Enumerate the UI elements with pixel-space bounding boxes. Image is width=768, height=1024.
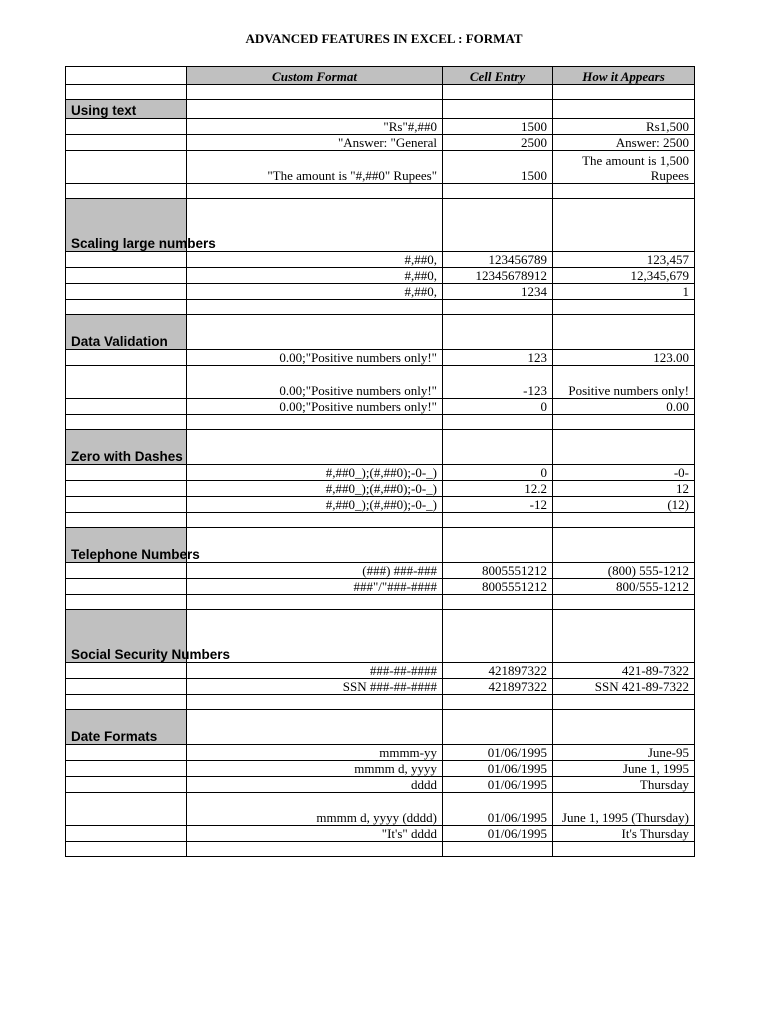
entry-cell[interactable]: 12.2 [443,481,553,497]
format-cell[interactable]: ###"/"###-#### [187,579,443,595]
entry-cell[interactable]: 123 [443,350,553,366]
header-blank-cell [66,67,187,85]
format-cell[interactable]: "The amount is "#,##0" Rupees" [187,151,443,184]
appears-cell[interactable]: 123,457 [553,252,695,268]
section-label-validation[interactable]: Data Validation [66,315,187,350]
appears-cell[interactable]: 1 [553,284,695,300]
table-row [66,268,695,284]
section-row-dashes [66,430,695,465]
appears-cell[interactable]: It's Thursday [553,826,695,842]
header-row [66,67,695,85]
table-row [66,252,695,268]
table-row [66,119,695,135]
section-label-dashes[interactable]: Zero with Dashes [66,430,187,465]
table-row [66,366,695,399]
table-row [66,563,695,579]
table-row [66,745,695,761]
format-cell[interactable]: SSN ###-##-#### [187,679,443,695]
spacer-row [66,595,695,610]
format-cell[interactable]: "Answer: "General [187,135,443,151]
table-row [66,761,695,777]
entry-cell[interactable]: 1500 [443,119,553,135]
entry-cell[interactable]: 421897322 [443,663,553,679]
table-row [66,151,695,184]
appears-cell[interactable]: SSN 421-89-7322 [553,679,695,695]
section-label-dates[interactable]: Date Formats [66,710,187,745]
table-row [66,793,695,826]
table-row [66,465,695,481]
format-cell[interactable]: mmmm d, yyyy [187,761,443,777]
spacer-row [66,513,695,528]
table-row [66,663,695,679]
appears-cell[interactable]: June 1, 1995 [553,761,695,777]
appears-cell[interactable]: June 1, 1995 (Thursday) [553,793,695,826]
format-cell[interactable]: #,##0, [187,284,443,300]
appears-cell[interactable]: 0.00 [553,399,695,415]
entry-cell[interactable]: 1500 [443,151,553,184]
entry-cell[interactable]: 123456789 [443,252,553,268]
table-row [66,826,695,842]
format-cell[interactable]: #,##0_);(#,##0);-0-_) [187,497,443,513]
entry-cell[interactable]: 01/06/1995 [443,761,553,777]
entry-cell[interactable]: 8005551212 [443,579,553,595]
appears-cell[interactable]: Thursday [553,777,695,793]
format-cell[interactable]: 0.00;"Positive numbers only!" [187,350,443,366]
spacer-row [66,85,695,100]
appears-cell[interactable]: (800) 555-1212 [553,563,695,579]
entry-cell[interactable]: 0 [443,399,553,415]
section-label-text[interactable]: Using text [66,100,187,119]
table-row [66,679,695,695]
header-cell-entry[interactable]: Cell Entry [443,67,553,85]
entry-cell[interactable]: 0 [443,465,553,481]
spacer-row [66,184,695,199]
section-label-telephone[interactable]: Telephone Numbers [66,528,187,563]
entry-cell[interactable]: -12 [443,497,553,513]
appears-cell[interactable]: The amount is 1,500 Rupees [553,151,695,184]
appears-cell[interactable]: June-95 [553,745,695,761]
spacer-row [66,415,695,430]
format-cell[interactable]: "It's" dddd [187,826,443,842]
appears-cell[interactable]: 12,345,679 [553,268,695,284]
entry-cell[interactable]: 01/06/1995 [443,745,553,761]
table-row [66,579,695,595]
appears-cell[interactable]: (12) [553,497,695,513]
appears-cell[interactable]: 123.00 [553,350,695,366]
entry-cell[interactable]: 01/06/1995 [443,793,553,826]
table-row [66,497,695,513]
entry-cell[interactable]: 2500 [443,135,553,151]
spacer-row [66,842,695,857]
appears-cell[interactable]: -0- [553,465,695,481]
format-cell[interactable]: 0.00;"Positive numbers only!" [187,399,443,415]
format-cell[interactable]: #,##0, [187,268,443,284]
format-cell[interactable]: #,##0_);(#,##0);-0-_) [187,481,443,497]
header-custom-format[interactable]: Custom Format [187,67,443,85]
appears-cell[interactable]: 421-89-7322 [553,663,695,679]
appears-cell[interactable]: Rs1,500 [553,119,695,135]
spacer-row [66,300,695,315]
section-label-scaling[interactable]: Scaling large numbers [66,199,187,252]
format-cell[interactable]: dddd [187,777,443,793]
format-table [65,66,695,857]
section-row-telephone [66,528,695,563]
table-row [66,399,695,415]
section-row-scaling [66,199,695,252]
header-how-it-appears[interactable]: How it Appears [553,67,695,85]
format-cell[interactable]: (###) ###-### [187,563,443,579]
format-cell[interactable]: 0.00;"Positive numbers only!" [187,366,443,399]
format-cell[interactable]: mmmm-yy [187,745,443,761]
format-cell[interactable]: "Rs"#,##0 [187,119,443,135]
table-row [66,135,695,151]
format-cell[interactable]: #,##0_);(#,##0);-0-_) [187,465,443,481]
spacer-row [66,695,695,710]
entry-cell[interactable]: 01/06/1995 [443,826,553,842]
section-row-dates [66,710,695,745]
entry-cell[interactable]: 01/06/1995 [443,777,553,793]
entry-cell[interactable]: 8005551212 [443,563,553,579]
entry-cell[interactable]: -123 [443,366,553,399]
table-row [66,284,695,300]
appears-cell[interactable]: Answer: 2500 [553,135,695,151]
entry-cell[interactable]: 421897322 [443,679,553,695]
table-row [66,777,695,793]
appears-cell[interactable]: 800/555-1212 [553,579,695,595]
appears-cell[interactable]: Positive numbers only! [553,366,695,399]
table-row [66,481,695,497]
section-row-ssn [66,610,695,663]
page-title: ADVANCED FEATURES IN EXCEL : FORMAT [245,31,523,46]
format-cell[interactable]: #,##0, [187,252,443,268]
section-row-text [66,100,695,119]
appears-cell[interactable]: 12 [553,481,695,497]
entry-cell[interactable]: 12345678912 [443,268,553,284]
section-label-ssn[interactable]: Social Security Numbers [66,610,187,663]
section-row-validation [66,315,695,350]
entry-cell[interactable]: 1234 [443,284,553,300]
format-cell[interactable]: ###-##-#### [187,663,443,679]
table-row [66,350,695,366]
format-cell[interactable]: mmmm d, yyyy (dddd) [187,793,443,826]
